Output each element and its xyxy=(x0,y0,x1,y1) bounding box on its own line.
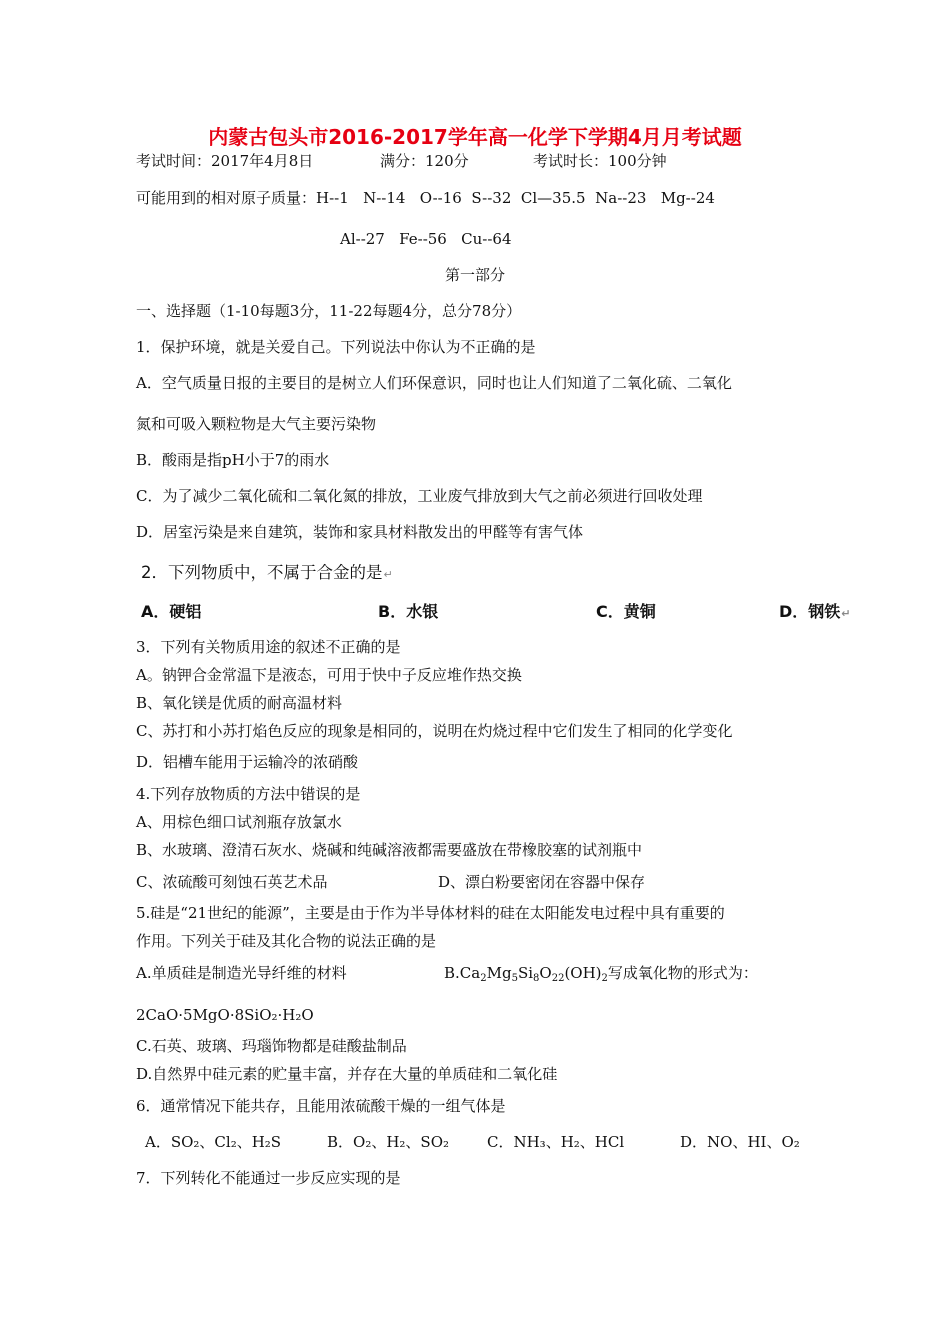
exam-title: 内蒙古包头市2016-2017学年高一化学下学期4月月考试题 xyxy=(208,125,742,149)
q3-option-c: C、苏打和小苏打焰色反应的现象是相同的，说明在灼烧过程中它们发生了相同的化学变化 xyxy=(136,722,733,740)
atomic-masses-line2: Al--27 Fe--56 Cu--64 xyxy=(340,230,512,248)
exam-info-row xyxy=(0,151,950,171)
q3-option-a: A。钠钾合金常温下是液态，可用于快中子反应堆作热交换 xyxy=(136,666,522,684)
q4-option-d: D、漂白粉要密闭在容器中保存 xyxy=(438,873,646,891)
q1-option-b: B．酸雨是指pH小于7的雨水 xyxy=(136,451,330,469)
q2-option-c: C．黄铜 xyxy=(596,602,656,621)
q2-option-b: B．水银 xyxy=(378,602,439,621)
q6-option-d: D．NO、HI、O₂ xyxy=(680,1133,800,1151)
q5-option-b: $B.Ca_2Mg_5Si_8O_{22}(OH)_2$写成氧化物的形式为： xyxy=(444,964,758,984)
q5-option-b-formula: 2CaO·5MgO·8SiO₂·H₂O xyxy=(136,1006,314,1024)
q3-option-d: D．铝槽车能用于运输冷的浓硝酸 xyxy=(136,753,359,771)
q2-stem-row xyxy=(141,563,393,585)
q6-stem: 6．通常情况下能共存，且能用浓硫酸干燥的一组气体是 xyxy=(136,1097,506,1115)
q2-option-d: D．钢铁 xyxy=(779,602,841,621)
q1-stem: 1．保护环境，就是关爱自己。下列说法中你认为不正确的是 xyxy=(136,338,536,356)
atomic-masses-line1: 可能用到的相对原子质量：H--1 N--14 O--16 S--32 Cl—35.5 Na--23 Mg--24 xyxy=(136,189,715,207)
q5-stem-line1: 5.硅是“21世纪的能源”，主要是由于作为半导体材料的硅在太阳能发电过程中具有重要的 xyxy=(136,904,725,922)
q5-option-c: C.石英、玻璃、玛瑙饰物都是硅酸盐制品 xyxy=(136,1037,407,1055)
q6-option-a: A．SO₂、Cl₂、H₂S xyxy=(145,1133,282,1151)
q5-option-a: A.单质硅是制造光导纤维的材料 xyxy=(136,964,347,982)
q3-option-b: B、氧化镁是优质的耐高温材料 xyxy=(136,694,343,712)
q1-option-a-cont: 氮和可吸入颗粒物是大气主要污染物 xyxy=(136,415,377,433)
q4-stem: 4.下列存放物质的方法中错误的是 xyxy=(136,785,361,803)
part-title: 第一部分 xyxy=(444,266,505,284)
q3-stem: 3．下列有关物质用途的叙述不正确的是 xyxy=(136,638,401,656)
paragraph-mark-icon: ↵ xyxy=(841,607,851,620)
q7-stem: 7．下列转化不能通过一步反应实现的是 xyxy=(136,1169,401,1187)
q2-option-a: A．硬铝 xyxy=(141,602,202,621)
q6-option-c: C．NH₃、H₂、HCl xyxy=(487,1133,625,1151)
q2-option-d-row xyxy=(779,602,851,624)
q4-option-b: B、水玻璃、澄清石灰水、烧碱和纯碱溶液都需要盛放在带橡胶塞的试剂瓶中 xyxy=(136,841,643,859)
exam-duration: 考试时长：100分钟 xyxy=(533,152,667,170)
q6-option-b: B．O₂、H₂、SO₂ xyxy=(327,1133,450,1151)
q2-stem: 2．下列物质中，不属于合金的是 xyxy=(141,563,383,582)
q1-option-c: C．为了减少二氧化硫和二氧化氮的排放，工业废气排放到大气之前必须进行回收处理 xyxy=(136,487,703,505)
q1-option-a: A．空气质量日报的主要目的是树立人们环保意识，同时也让人们知道了二氧化硫、二氧化 xyxy=(136,374,732,392)
q5-option-d: D.自然界中硅元素的贮量丰富，并存在大量的单质硅和二氧化硅 xyxy=(136,1065,558,1083)
q4-option-c: C、浓硫酸可刻蚀石英艺术品 xyxy=(136,873,328,891)
paragraph-mark-icon: ↵ xyxy=(383,568,393,581)
q5-stem-line2: 作用。下列关于硅及其化合物的说法正确的是 xyxy=(136,932,437,950)
section-heading: 一、选择题（1-10每题3分，11-22每题4分，总分78分） xyxy=(136,302,522,320)
exam-full-score: 满分：120分 xyxy=(380,152,469,170)
q4-option-a: A、用棕色细口试剂瓶存放氯水 xyxy=(136,813,342,831)
exam-date: 考试时间：2017年4月8日 xyxy=(136,152,314,170)
q5-option-b-text: 写成氧化物的形式为： xyxy=(607,964,758,982)
q5-option-b-prefix: B.Ca xyxy=(444,964,481,982)
q1-option-d: D．居室污染是来自建筑，装饰和家具材料散发出的甲醛等有害气体 xyxy=(136,523,584,541)
